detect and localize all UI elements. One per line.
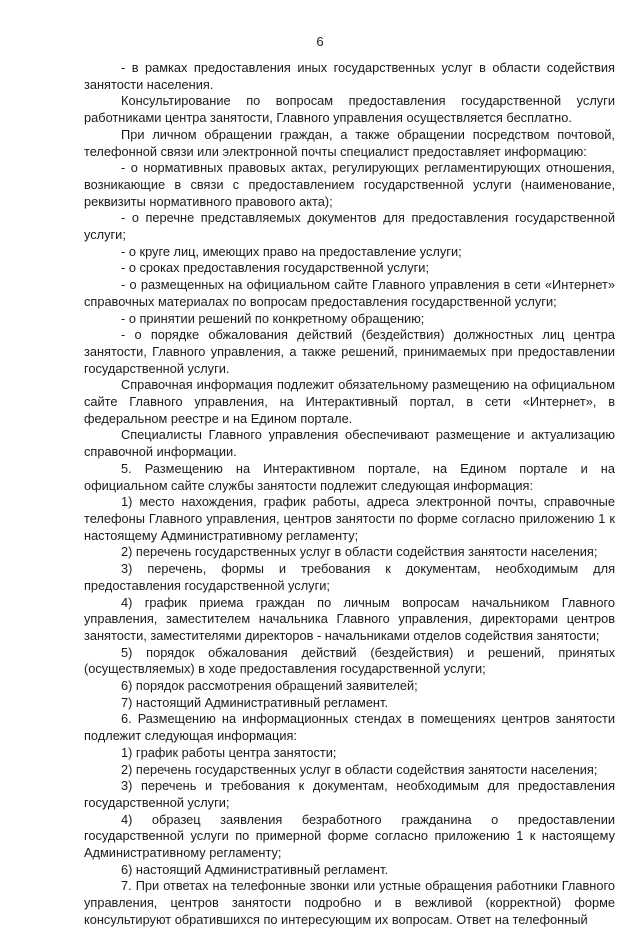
paragraph: Специалисты Главного управления обеспечивают размещение и актуализацию справочной информации. (84, 427, 615, 460)
paragraph: Справочная информация подлежит обязательному размещению на официальном сайте Главного управления, на Интерактивный портал, в сети «Интернет», в федеральном реестре и на Едином портале. (84, 377, 615, 426)
paragraph: 3) перечень и требования к документам, необходимым для предоставления государственной услуги; (84, 778, 615, 810)
body-text (84, 60, 615, 929)
paragraph: - о размещенных на официальном сайте Главного управления в сети «Интернет» справочных материалах по вопросам предоставления государственной услуги; (84, 277, 615, 309)
paragraph: 3) перечень, формы и требования к документам, необходимым для предоставления государственной услуги; (84, 561, 615, 593)
paragraph: 5. Размещению на Интерактивном портале, на Едином портале и на официальном сайте службы занятости подлежит следующая информация: (84, 460, 615, 493)
page-number: 6 (316, 34, 324, 49)
paragraph: - о перечне представляемых документов для предоставления государственной услуги; (84, 210, 615, 243)
paragraph: 6. Размещению на информационных стендах в помещениях центров занятости подлежит следующая информация: (84, 711, 615, 744)
paragraph: 1) график работы центра занятости; (121, 744, 337, 760)
paragraph: 7) настоящий Административный регламент. (121, 694, 388, 710)
paragraph: - о принятии решений по конкретному обращению; (121, 310, 425, 326)
paragraph: - о сроках предоставления государственной услуги; (121, 260, 430, 276)
paragraph: - о нормативных правовых актах, регулирующих регламентирующих отношения, возникающие в связи с предоставлением государственной услуги (наименование, реквизиты нормативного правового акта); (84, 160, 615, 209)
paragraph: - в рамках предоставления иных государственных услуг в области содействия занятости населения. (84, 60, 615, 92)
paragraph: - о круге лиц, имеющих право на предоставление услуги; (121, 243, 462, 259)
paragraph: 5) порядок обжалования действий (бездействия) и решений, принятых (осуществляемых) в ходе предоставления государственной услуги; (84, 644, 615, 677)
paragraph: 1) место нахождения, график работы, адреса электронной почты, справочные телефоны Главного управления, центров занятости по форме согласно приложению 1 к настоящему Административному регламенту; (84, 494, 615, 543)
paragraph: При личном обращении граждан, а также обращении посредством почтовой, телефонной связи или электронной почты специалист предоставляет информацию: (84, 126, 615, 159)
paragraph: 4) образец заявления безработного гражданина о предоставлении государственной услуги по примерной форме согласно приложению 1 к настоящему Административному регламенту; (84, 811, 615, 861)
paragraph: 6) настоящий Административный регламент. (121, 861, 388, 877)
paragraph: 2) перечень государственных услуг в области содействия занятости населения; (121, 761, 598, 777)
paragraph: 4) график приема граждан по личным вопросам начальником Главного управления, заместителем начальника Главного управления, директорами центров занятости, заместителями директоров - начальниками отделов содействия занятости; (84, 594, 615, 643)
paragraph: 2) перечень государственных услуг в области содействия занятости населения; (121, 544, 598, 560)
paragraph: - о порядке обжалования действий (бездействия) должностных лиц центра занятости, Главного управления, а также решений, принимаемых при предоставлении государственной услуги. (84, 327, 615, 376)
paragraph: 7. При ответах на телефонные звонки или устные обращения работники Главного управления, центров занятости подробно и в вежливой (корректной) форме консультируют обратившихся по интересующим их вопросам. Ответ на телефонный (84, 878, 615, 927)
paragraph: Консультирование по вопросам предоставления государственной услуги работниками центра занятости, Главного управления осуществляется бесплатно. (84, 93, 615, 126)
paragraph: 6) порядок рассмотрения обращений заявителей; (121, 678, 418, 694)
